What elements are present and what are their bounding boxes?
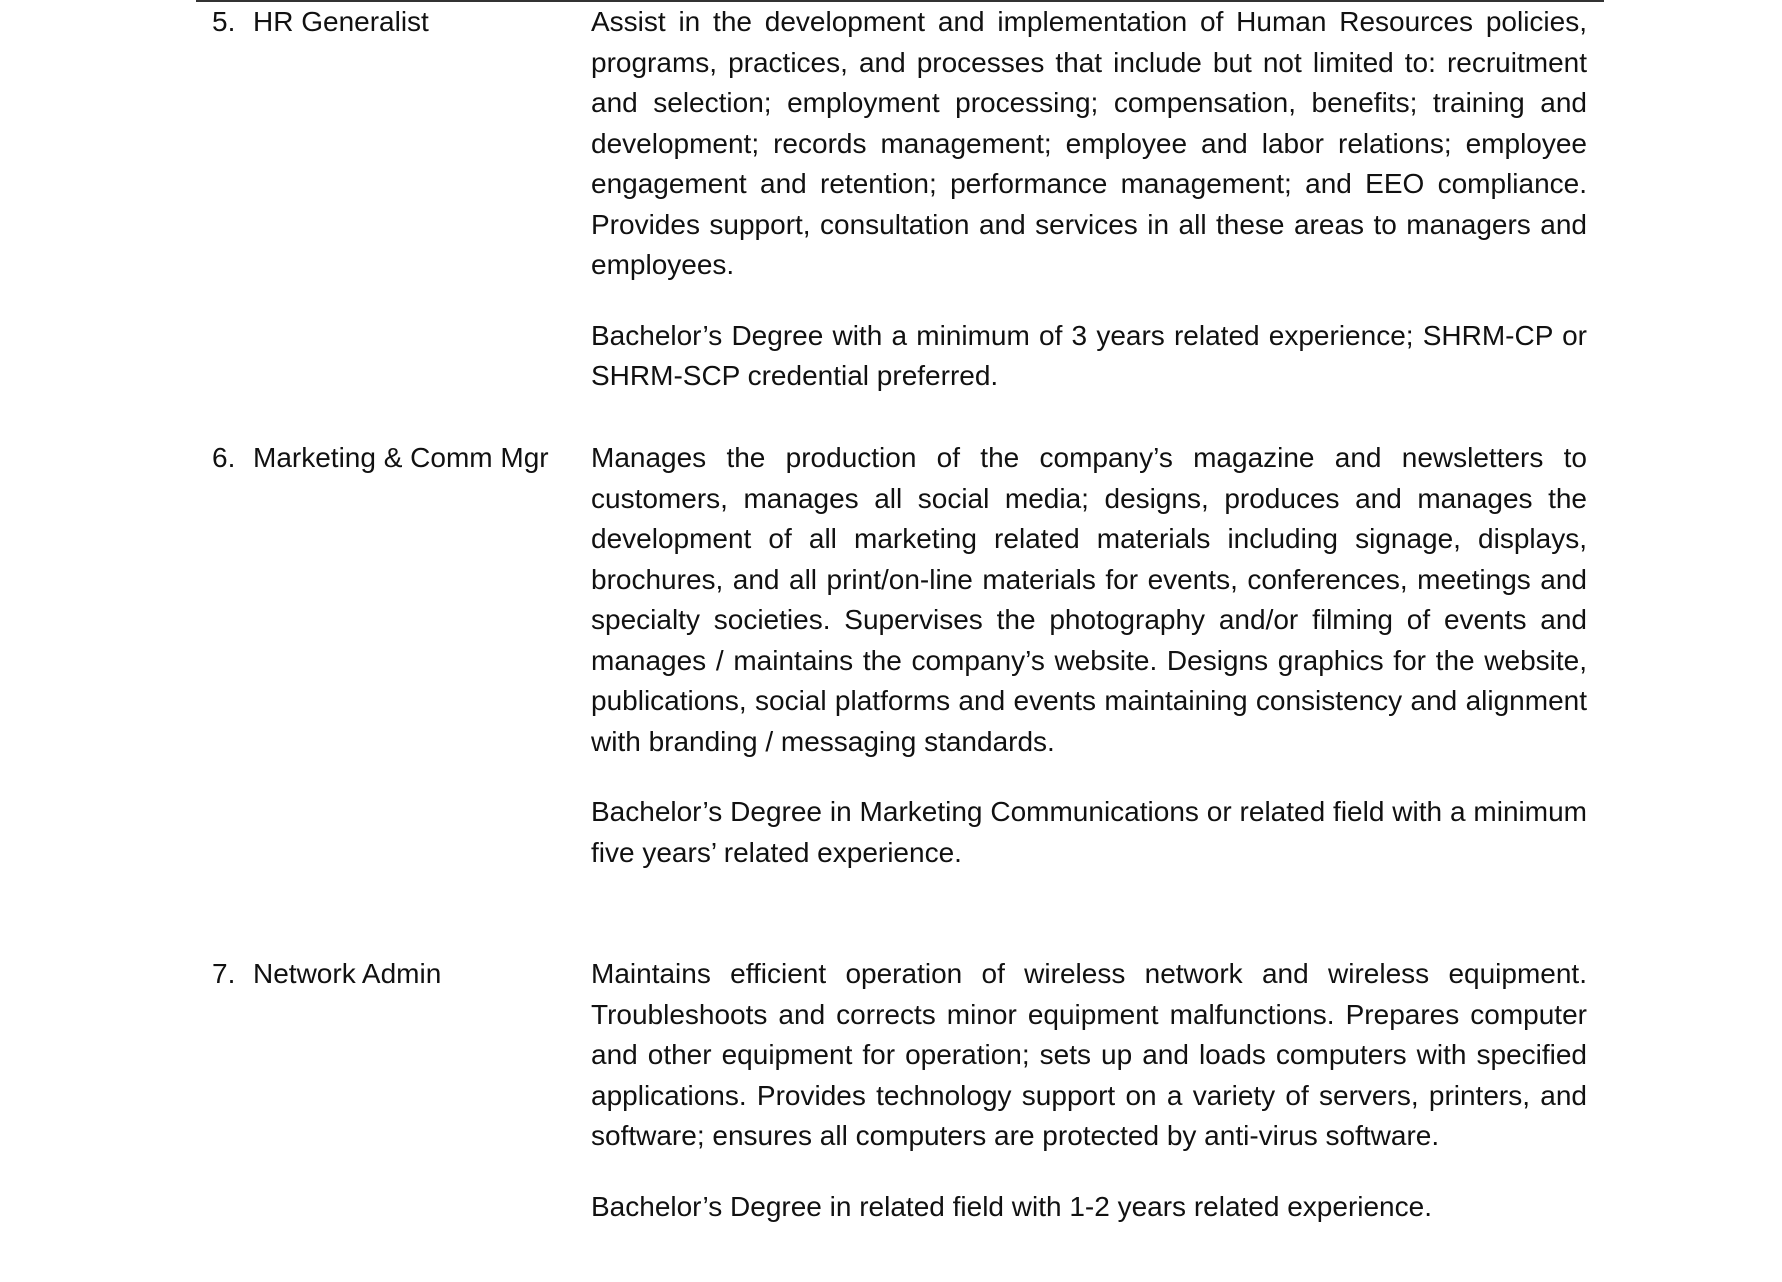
job-title: HR Generalist [253,6,429,37]
job-number: 6. [212,442,236,473]
job-details [591,2,1587,397]
job-requirements: Bachelor’s Degree in related field with 1-2 years related experience. [591,1190,1432,1222]
job-description: Maintains efficient operation of wireless network and wireless equipment. Troubleshoots and corrects minor equipment malfunctions. Prepares computer and other equipment for operation; sets up and loads computers with specified applications. Provides technology support on a variety of servers, printers, and software; ensures all computers are protected by anti-virus software. [591,958,1587,1151]
job-details [591,954,1587,1227]
job-description: Assist in the development and implementation of Human Resources policies, programs, practices, and processes that include but not limited to: recruitment and selection; employment processing; compensation, benefits; training and development; records management; employee and labor relations; employee engagement and retention; performance management; and EEO compliance. Provides support, consultation and services in all these areas to managers and employees. [591,6,1587,280]
job-requirements: Bachelor’s Degree in Marketing Communications or related field with a minimum five years’ related experience. [591,796,1587,868]
job-description: Manages the production of the company’s magazine and newsletters to customers, manages all social media; designs, produces and manages the development of all marketing related materials including signage, displays, brochures, and all print/on-line materials for events, conferences, meetings and specialty societies. Supervises the photography and/or filming of events and manages / maintains the company’s website. Designs graphics for the website, publications, social platforms and events maintaining consistency and alignment with branding / messaging standards. [591,442,1587,757]
job-details [591,438,1587,873]
job-number: 7. [212,958,236,989]
job-title: Marketing & Comm Mgr [253,442,549,473]
job-requirements: Bachelor’s Degree with a minimum of 3 years related experience; SHRM-CP or SHRM-SCP credential preferred. [591,319,1587,391]
job-number: 5. [212,6,236,37]
job-title: Network Admin [253,958,442,989]
